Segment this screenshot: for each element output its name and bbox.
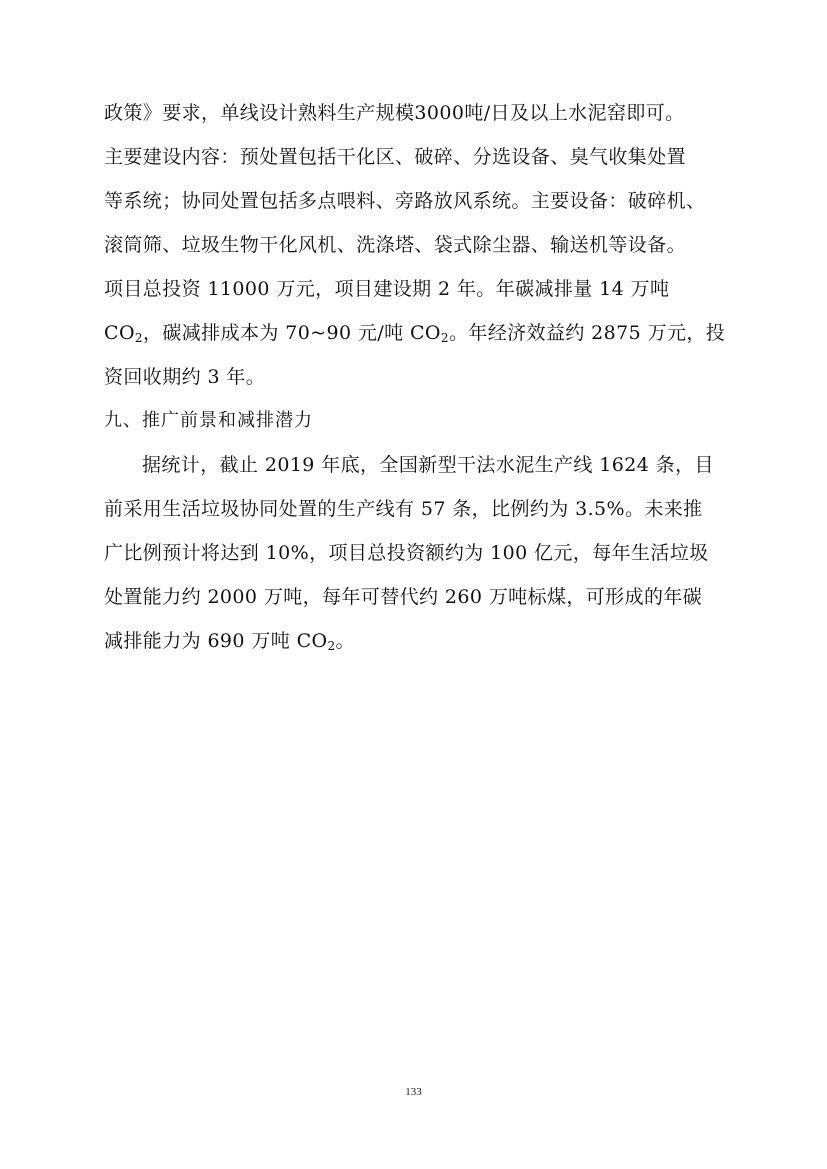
- text-fragment: 减排能力为 690 万吨 CO: [104, 630, 328, 652]
- body-text: [104, 91, 744, 663]
- text-line: 广比例预计将达到 10%，项目总投资额约为 100 亿元，每年生活垃圾: [104, 542, 709, 564]
- subscript: 2: [440, 331, 449, 345]
- text-line: [104, 311, 744, 355]
- section-heading: 九、推广前景和减排潜力: [104, 410, 313, 431]
- text-fragment: CO: [104, 322, 135, 344]
- text-line: 等系统；协同处置包括多点喂料、旁路放风系统。主要设备：破碎机、: [104, 190, 706, 212]
- subscript: 2: [327, 639, 336, 653]
- text-fragment: 。: [335, 630, 355, 652]
- page-number: 133: [405, 1086, 422, 1098]
- text-line: 项目总投资 11000 万元，项目建设期 2 年。年碳减排量 14 万吨: [104, 278, 670, 300]
- text-line: 前采用生活垃圾协同处置的生产线有 57 条，比例约为 3.5%。未来推: [104, 498, 703, 520]
- text-line: 政策》要求，单线设计熟料生产规模3000吨/日及以上水泥窑即可。: [104, 102, 685, 124]
- subscript: 2: [134, 331, 143, 345]
- text-line: 资回收期约 3 年。: [104, 366, 266, 388]
- text-line: [104, 619, 744, 663]
- text-fragment: ，碳减排成本为 70~90 元/吨 CO: [142, 322, 441, 344]
- text-line: 据统计，截止 2019 年底，全国新型干法水泥生产线 1624 条，目: [142, 454, 714, 476]
- text-fragment: 。年经济效益约 2875 万元，投: [448, 322, 726, 344]
- text-line: 滚筒筛、垃圾生物干化风机、洗涤塔、袋式除尘器、输送机等设备。: [104, 234, 687, 256]
- text-line: 主要建设内容：预处置包括干化区、破碎、分选设备、臭气收集处置: [104, 146, 687, 168]
- text-line: 处置能力约 2000 万吨，每年可替代约 260 万吨标煤，可形成的年碳: [104, 586, 703, 608]
